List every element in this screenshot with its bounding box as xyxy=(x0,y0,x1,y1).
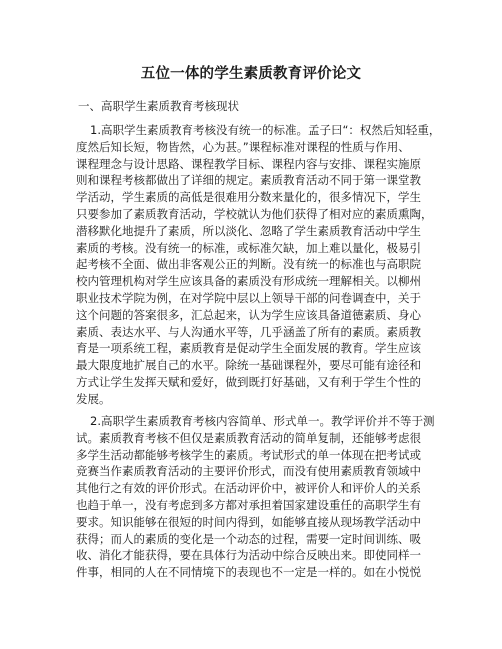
paragraph-line: 起考核不全面、做出非客观公正的判断。没有统一的标准也与高职院 xyxy=(76,257,421,272)
paragraph-line: 素质的考核。没有统一的标准，或标准欠缺，加上难以量化，极易引 xyxy=(76,240,421,255)
paragraph-line: 其他行之有效的评价形式。在活动评价中，被评价人和评价人的关系 xyxy=(76,481,421,496)
paragraph-line: 方式让学生发挥天赋和爱好，做到既打好基础，又有利于学生个性的 xyxy=(76,374,421,389)
paragraph-line: 竞赛当作素质教育活动的主要评价形式，而没有使用素质教育领域中 xyxy=(76,464,421,479)
paragraph-line: 这个问题的答案很多，汇总起来，认为学生应该具备道德素质、身心 xyxy=(76,307,421,322)
paragraph-line: 也趋于单一，没有考虑到多方都对承担着国家建设重任的高职学生有 xyxy=(76,497,421,512)
paragraph-line: 多学生活动都能够考核学生的素质。考试形式的单一体现在把考试或 xyxy=(76,447,421,462)
paragraph-line: 则和课程考核都做出了详细的规定。素质教育活动不同于第一课堂教 xyxy=(76,173,421,188)
paragraph-2 xyxy=(76,413,436,581)
paragraph-line: 1.高职学生素质教育考核没有统一的标准。孟子曰“：权然后知轻重， xyxy=(90,123,441,137)
paragraph-line: 素质、表达水平、与人沟通水平等，几乎涵盖了所有的素质。素质教 xyxy=(76,324,421,339)
paragraph-line: 收、消化才能获得，要在具体行为活动中综合反映出来。即使同样一 xyxy=(76,548,421,563)
document-title: 五位一体的学生素质教育评价论文 xyxy=(140,66,362,82)
paragraph-line: 要求。知识能够在很短的时间内得到，如能够直接从现场教学活动中 xyxy=(76,514,421,529)
paragraph-line: 学活动，学生素质的高低是很难用分数来量化的，很多情况下，学生 xyxy=(76,190,421,205)
paragraph-line: 课程理念与设计思路、课程教学目标、课程内容与安排、课程实施原 xyxy=(76,156,421,171)
paragraph-line: 度然后知长短，物皆然，心为甚。”课程标准对课程的性质与作用、 xyxy=(76,139,410,154)
paragraph-line: 件事，相同的人在不同情境下的表现也不一定是一样的。如在小悦悦 xyxy=(76,565,421,580)
paragraph-line: 试。素质教育考核不但仅是素质教育活动的简单复制，还能够考虑很 xyxy=(76,430,421,445)
paragraph-line: 最大限度地扩展自己的水平。除统一基础课程外，要尽可能有途径和 xyxy=(76,358,421,373)
paragraph-line: 2.高职学生素质教育考核内容简单、形式单一。教学评价并不等于测 xyxy=(90,414,435,428)
paragraph-line: 育是一项系统工程，素质教育是促动学生全面发展的教育。学生应该 xyxy=(76,341,421,356)
paragraph-line: 只要参加了素质教育活动，学校就认为他们获得了相对应的素质熏陶， xyxy=(76,206,433,221)
paragraph-1 xyxy=(76,122,441,408)
paragraph-line: 潜移默化地提升了素质，所以淡化、忽略了学生素质教育活动中学生 xyxy=(76,223,421,238)
section-heading: 一、高职学生素质教育考核现状 xyxy=(78,99,239,113)
paragraph-line: 职业技术学院为例，在对学院中层以上领导干部的问卷调查中，关于 xyxy=(76,290,421,305)
paragraph-line: 获得；而人的素质的变化是一个动态的过程，需要一定时间训练、吸 xyxy=(76,531,421,546)
paragraph-line: 校内管理机构对学生应该具备的素质没有形成统一理解相关。以柳州 xyxy=(76,274,421,289)
paragraph-line: 发展。 xyxy=(76,391,111,406)
